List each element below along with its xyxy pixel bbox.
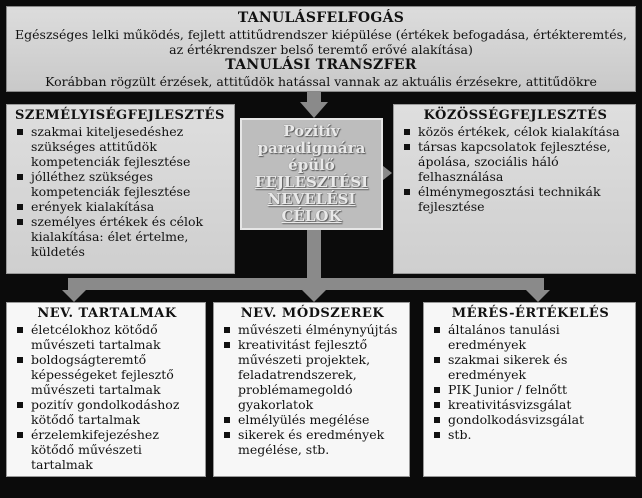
list-item: szakmai kiteljesedéshez szükséges attitűdök kompetenciák fejlesztése [15, 124, 228, 169]
list-item: általános tanulási eredmények [432, 322, 629, 352]
list-item: erények kialakítása [15, 199, 228, 214]
list-item: boldogságteremtő képességeket fejlesztő művészeti tartalmak [15, 352, 199, 397]
personality-development-title: SZEMÉLYISÉGFEJLESZTÉS [15, 108, 225, 123]
educational-content-box [6, 302, 206, 477]
learning-concept-box [6, 6, 636, 92]
center-line-2: paradigmára [257, 139, 366, 157]
list-item: élménymegosztási technikák fejlesztése [402, 184, 629, 214]
learning-concept-line-1: Egészséges lelki működés, fejlett attitűdrendszer kiépülése (értékek befogadása, értékteremtés, [15, 27, 627, 42]
center-line-3: épülő [288, 156, 335, 174]
educational-methods-list [222, 322, 403, 457]
personality-development-list [15, 124, 228, 259]
center-line-1: Pozitív [283, 122, 340, 140]
list-item: kreativitást fejlesztő művészeti projektek, feladatrendszerek, problémamegoldó gyakorlatok [222, 337, 403, 412]
list-item: szakmai sikerek és eredmények [432, 352, 629, 382]
educational-methods-title: NEV. MÓDSZEREK [240, 306, 385, 321]
center-line-4: FEJLESZTÉSI [254, 173, 369, 191]
list-item: közös értékek, célok kialakítása [402, 124, 629, 139]
list-item: kreativitásvizsgálat [432, 397, 629, 412]
personality-development-box [6, 104, 235, 274]
educational-content-list [15, 322, 199, 472]
learning-concept-line-2: az értékrendszer belső teremtő erővé alakítása) [169, 42, 473, 57]
center-line-5: NEVELÉSI [267, 190, 356, 208]
learning-transfer-line: Korábban rögzült érzések, attitűdök hatással vannak az aktuális érzésekre, attitűdökre [45, 74, 597, 89]
community-development-list [402, 124, 629, 214]
measurement-evaluation-box [423, 302, 636, 477]
list-item: társas kapcsolatok fejlesztése, ápolása, szociális háló felhasználása [402, 139, 629, 184]
educational-content-title: NEV. TARTALMAK [37, 306, 177, 321]
list-item: személyes értékek és célok kialakítása: élet értelme, küldetés [15, 214, 228, 259]
list-item: PIK Junior / felnőtt [432, 382, 629, 397]
measurement-evaluation-list [432, 322, 629, 442]
list-item: jólléthez szükséges kompetenciák fejlesztése [15, 169, 228, 199]
educational-methods-box [213, 302, 410, 477]
list-item: stb. [432, 427, 629, 442]
list-item: pozitív gondolkodáshoz kötődő tartalmak [15, 397, 199, 427]
measurement-evaluation-title: MÉRÉS-ÉRTÉKELÉS [451, 306, 610, 321]
list-item: sikerek és eredmények megélése, stb. [222, 427, 403, 457]
development-goals-box [240, 118, 383, 230]
list-item: elmélyülés megélése [222, 412, 403, 427]
list-item: művészeti élménynyújtás [222, 322, 403, 337]
community-development-title: KÖZÖSSÉGFEJLESZTÉS [423, 108, 608, 123]
list-item: gondolkodásvizsgálat [432, 412, 629, 427]
list-item: érzelemkifejezéshez kötődő művészeti tartalmak [15, 427, 199, 472]
learning-concept-heading: TANULÁSFELFOGÁS [237, 10, 405, 26]
learning-transfer-heading: TANULÁSI TRANSZFER [225, 57, 417, 73]
center-line-6: CÉLOK [281, 207, 342, 225]
list-item: életcélokhoz kötődő művészeti tartalmak [15, 322, 199, 352]
community-development-box [393, 104, 636, 274]
